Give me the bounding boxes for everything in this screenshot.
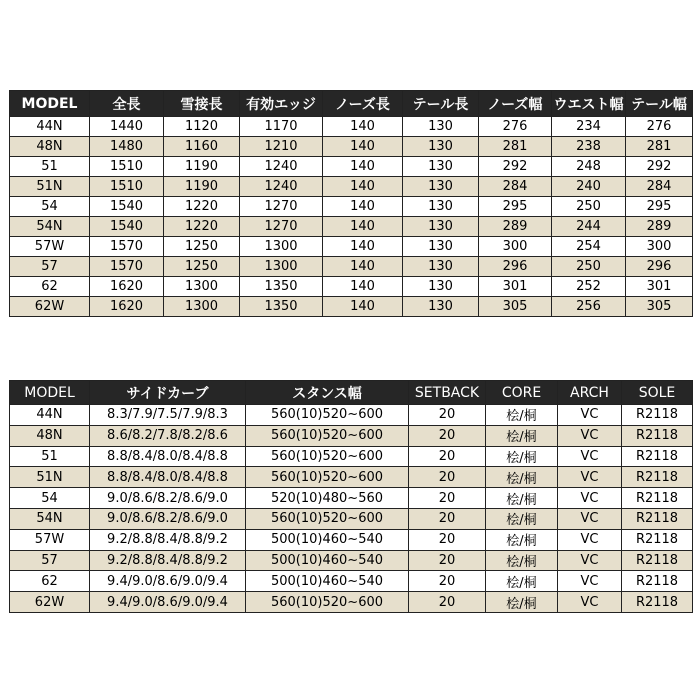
header-cell-contact-length: 雪接長 (164, 91, 240, 117)
table-cell: 1510 (90, 177, 164, 197)
table-cell: VC (558, 446, 622, 467)
table-cell: VC (558, 488, 622, 509)
table-cell: R2118 (622, 508, 693, 529)
table-cell: 1120 (164, 117, 240, 137)
model-cell: 62W (10, 592, 90, 613)
table-cell: 560(10)520~600 (246, 405, 409, 426)
table-cell: 140 (323, 217, 403, 237)
table-cell: 301 (479, 277, 552, 297)
table-cell: 8.3/7.9/7.5/7.9/8.3 (90, 405, 246, 426)
table-cell: 1540 (90, 217, 164, 237)
header-cell-waist-width: ウエスト幅 (552, 91, 626, 117)
model-cell: 51 (10, 157, 90, 177)
table-cell: 20 (409, 508, 486, 529)
model-cell: 57 (10, 550, 90, 571)
table-cell: VC (558, 508, 622, 529)
table-cell: 桧/桐 (486, 488, 558, 509)
table-cell: 1250 (164, 257, 240, 277)
table-cell: 305 (626, 297, 693, 317)
table-row (10, 592, 693, 613)
table-cell: 250 (552, 257, 626, 277)
table-cell: 520(10)480~560 (246, 488, 409, 509)
table-cell: 500(10)460~540 (246, 529, 409, 550)
table-cell: 8.6/8.2/7.8/8.2/8.6 (90, 425, 246, 446)
header-cell-stance-width: スタンス幅 (246, 381, 409, 405)
table-cell: 256 (552, 297, 626, 317)
table-cell: 1270 (240, 197, 323, 217)
table-cell: 130 (403, 197, 479, 217)
table-cell: 1170 (240, 117, 323, 137)
table-cell: 1620 (90, 277, 164, 297)
table-cell: 1350 (240, 297, 323, 317)
table-cell: 284 (626, 177, 693, 197)
model-cell: 57 (10, 257, 90, 277)
header-cell-sidecut: サイドカーブ (90, 381, 246, 405)
table-cell: 9.4/9.0/8.6/9.0/9.4 (90, 592, 246, 613)
table-row (10, 237, 693, 257)
table-cell: 20 (409, 592, 486, 613)
table-row (10, 257, 693, 277)
model-cell: 54 (10, 197, 90, 217)
table-cell: 1510 (90, 157, 164, 177)
table-cell: 130 (403, 137, 479, 157)
table-cell: 250 (552, 197, 626, 217)
table-row (10, 425, 693, 446)
header-row (10, 91, 693, 117)
header-cell-nose-length: ノーズ長 (323, 91, 403, 117)
table-cell: 1570 (90, 237, 164, 257)
header-cell-core: CORE (486, 381, 558, 405)
model-cell: 62 (10, 571, 90, 592)
table-cell: 500(10)460~540 (246, 571, 409, 592)
table-cell: R2118 (622, 488, 693, 509)
table-cell: VC (558, 405, 622, 426)
table-cell: 1160 (164, 137, 240, 157)
table-cell: VC (558, 425, 622, 446)
model-cell: 48N (10, 425, 90, 446)
table-cell: 240 (552, 177, 626, 197)
header-cell-tail-length: テール長 (403, 91, 479, 117)
table-cell: 1570 (90, 257, 164, 277)
table-cell: 1210 (240, 137, 323, 157)
table-cell: 桧/桐 (486, 446, 558, 467)
table-cell: 1440 (90, 117, 164, 137)
table-cell: 140 (323, 197, 403, 217)
table-row (10, 277, 693, 297)
model-cell: 51N (10, 467, 90, 488)
table-cell: 20 (409, 446, 486, 467)
table-cell: 1350 (240, 277, 323, 297)
model-cell: 44N (10, 117, 90, 137)
table-row (10, 177, 693, 197)
table-cell: R2118 (622, 550, 693, 571)
table-cell: 9.2/8.8/8.4/8.8/9.2 (90, 529, 246, 550)
table-cell: 301 (626, 277, 693, 297)
table-cell: 140 (323, 137, 403, 157)
model-cell: 54 (10, 488, 90, 509)
table-cell: 桧/桐 (486, 592, 558, 613)
table-cell: 20 (409, 488, 486, 509)
table-cell: 1620 (90, 297, 164, 317)
table-row (10, 508, 693, 529)
table-cell: 295 (479, 197, 552, 217)
model-cell: 51 (10, 446, 90, 467)
table-cell: 295 (626, 197, 693, 217)
table-cell: 1240 (240, 177, 323, 197)
table-cell: 1220 (164, 197, 240, 217)
table-cell: 1190 (164, 177, 240, 197)
table-cell: 140 (323, 177, 403, 197)
table-cell: 560(10)520~600 (246, 467, 409, 488)
table-cell: 248 (552, 157, 626, 177)
table-cell: 1300 (164, 277, 240, 297)
header-cell-model: MODEL (10, 91, 90, 117)
table-cell: 140 (323, 117, 403, 137)
table-cell: 300 (626, 237, 693, 257)
table-row (10, 550, 693, 571)
table-cell: 1300 (164, 297, 240, 317)
table-cell: 300 (479, 237, 552, 257)
header-cell-arch: ARCH (558, 381, 622, 405)
header-row (10, 381, 693, 405)
table-cell: 130 (403, 177, 479, 197)
table-cell: R2118 (622, 425, 693, 446)
table-cell: 254 (552, 237, 626, 257)
table-cell: 296 (479, 257, 552, 277)
detail-spec-table-header (10, 381, 693, 405)
table-cell: 238 (552, 137, 626, 157)
table-row (10, 217, 693, 237)
table-cell: 1480 (90, 137, 164, 157)
model-cell: 62 (10, 277, 90, 297)
model-cell: 57W (10, 237, 90, 257)
table-row (10, 529, 693, 550)
table-cell: 130 (403, 257, 479, 277)
table-cell: 9.4/9.0/8.6/9.0/9.4 (90, 571, 246, 592)
table-cell: 1240 (240, 157, 323, 177)
table-cell: 560(10)520~600 (246, 508, 409, 529)
table-cell: 桧/桐 (486, 467, 558, 488)
header-cell-setback: SETBACK (409, 381, 486, 405)
table-row (10, 297, 693, 317)
table-cell: 9.2/8.8/8.4/8.8/9.2 (90, 550, 246, 571)
table-cell: 140 (323, 237, 403, 257)
detail-spec-table (9, 380, 693, 613)
model-cell: 44N (10, 405, 90, 426)
model-cell: 62W (10, 297, 90, 317)
table-cell: 289 (479, 217, 552, 237)
table-cell: 281 (626, 137, 693, 157)
table-row (10, 117, 693, 137)
table-cell: 500(10)460~540 (246, 550, 409, 571)
table-cell: 9.0/8.6/8.2/8.6/9.0 (90, 488, 246, 509)
table-cell: 1300 (240, 237, 323, 257)
table-cell: 1300 (240, 257, 323, 277)
table-cell: R2118 (622, 592, 693, 613)
table-cell: 桧/桐 (486, 508, 558, 529)
table-cell: 140 (323, 157, 403, 177)
table-row (10, 446, 693, 467)
table-cell: 560(10)520~600 (246, 425, 409, 446)
model-cell: 51N (10, 177, 90, 197)
table-cell: 1250 (164, 237, 240, 257)
table-cell: 1540 (90, 197, 164, 217)
table-cell: 234 (552, 117, 626, 137)
table-cell: 289 (626, 217, 693, 237)
model-cell: 57W (10, 529, 90, 550)
table-cell: 252 (552, 277, 626, 297)
table-cell: 276 (626, 117, 693, 137)
table-cell: R2118 (622, 446, 693, 467)
table-cell: 桧/桐 (486, 550, 558, 571)
table-cell: 20 (409, 425, 486, 446)
table-row (10, 137, 693, 157)
table-cell: 305 (479, 297, 552, 317)
table-cell: 1220 (164, 217, 240, 237)
table-cell: 276 (479, 117, 552, 137)
table-row (10, 571, 693, 592)
header-cell-tail-width: テール幅 (626, 91, 693, 117)
table-row (10, 197, 693, 217)
table-cell: 140 (323, 277, 403, 297)
table-cell: 130 (403, 117, 479, 137)
table-cell: 20 (409, 405, 486, 426)
table-cell: 8.8/8.4/8.0/8.4/8.8 (90, 467, 246, 488)
model-cell: 54N (10, 217, 90, 237)
model-cell: 54N (10, 508, 90, 529)
table-row (10, 405, 693, 426)
table-cell: 140 (323, 297, 403, 317)
model-cell: 48N (10, 137, 90, 157)
header-cell-total-length: 全長 (90, 91, 164, 117)
table-cell: 130 (403, 217, 479, 237)
table-cell: 281 (479, 137, 552, 157)
table-cell: VC (558, 592, 622, 613)
table-cell: R2118 (622, 467, 693, 488)
table-row (10, 467, 693, 488)
table-cell: 140 (323, 257, 403, 277)
table-cell: 20 (409, 529, 486, 550)
table-cell: VC (558, 467, 622, 488)
table-cell: 20 (409, 467, 486, 488)
table-cell: 9.0/8.6/8.2/8.6/9.0 (90, 508, 246, 529)
detail-spec-table-body (10, 405, 693, 613)
table-cell: 130 (403, 157, 479, 177)
table-cell: 1190 (164, 157, 240, 177)
table-cell: VC (558, 571, 622, 592)
table-row (10, 488, 693, 509)
table-cell: 130 (403, 237, 479, 257)
table-cell: 桧/桐 (486, 529, 558, 550)
table-cell: 1270 (240, 217, 323, 237)
size-spec-table-header (10, 91, 693, 117)
header-cell-effective-edge: 有効エッジ (240, 91, 323, 117)
table-cell: R2118 (622, 405, 693, 426)
header-cell-model: MODEL (10, 381, 90, 405)
table-cell: R2118 (622, 571, 693, 592)
table-cell: VC (558, 550, 622, 571)
table-cell: 244 (552, 217, 626, 237)
table-cell: 296 (626, 257, 693, 277)
table-cell: 292 (626, 157, 693, 177)
table-cell: 桧/桐 (486, 571, 558, 592)
table-cell: 桧/桐 (486, 405, 558, 426)
table-cell: 560(10)520~600 (246, 592, 409, 613)
table-cell: 8.8/8.4/8.0/8.4/8.8 (90, 446, 246, 467)
table-cell: 20 (409, 571, 486, 592)
size-spec-table (9, 90, 693, 317)
table-cell: 桧/桐 (486, 425, 558, 446)
table-cell: 130 (403, 277, 479, 297)
size-spec-table-body (10, 117, 693, 317)
table-cell: 130 (403, 297, 479, 317)
table-row (10, 157, 693, 177)
table-cell: 560(10)520~600 (246, 446, 409, 467)
table-cell: 20 (409, 550, 486, 571)
table-cell: VC (558, 529, 622, 550)
header-cell-sole: SOLE (622, 381, 693, 405)
header-cell-nose-width: ノーズ幅 (479, 91, 552, 117)
table-cell: R2118 (622, 529, 693, 550)
table-cell: 292 (479, 157, 552, 177)
table-cell: 284 (479, 177, 552, 197)
